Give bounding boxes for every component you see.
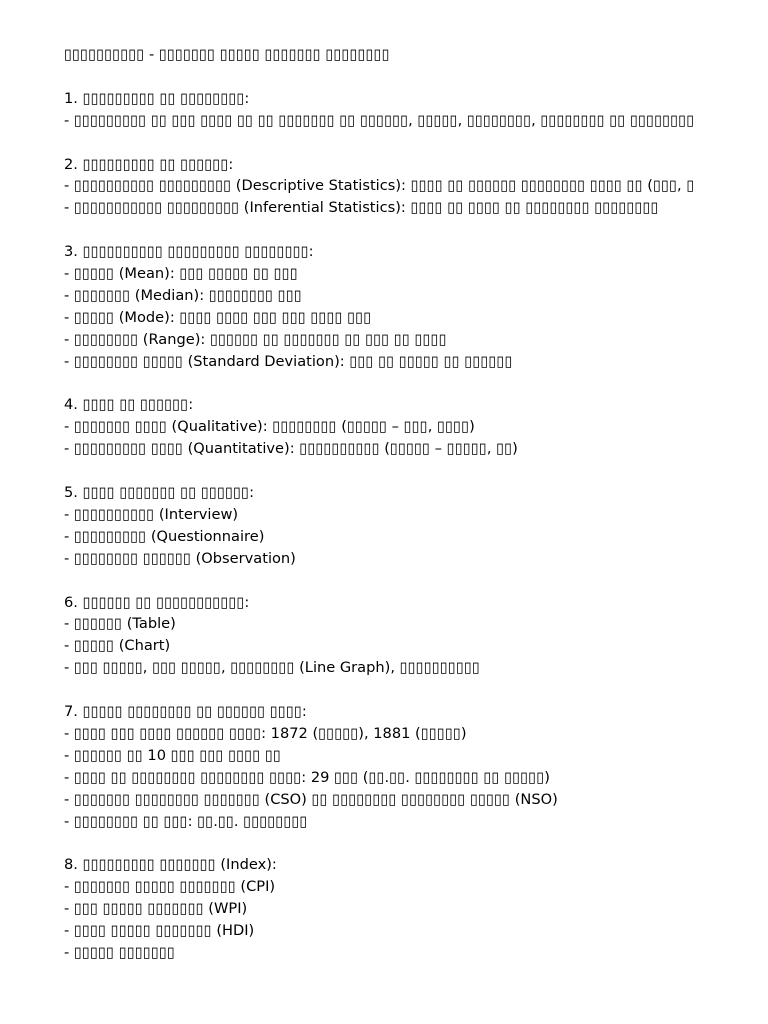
list-item: - ▯▯▯ ▯▯▯▯▯ ▯▯▯▯▯▯▯ (WPI) [64,900,248,918]
list-item: - ▯▯▯▯▯▯▯▯▯▯ ▯▯▯▯▯▯▯▯▯ (Descriptive Statistics): ▯▯▯▯ ▯▯ ▯▯▯▯▯▯ ▯▯▯▯▯▯▯▯ ▯▯▯▯ ▯▯ (▯▯▯, ▯ [64,177,695,195]
list-item: - ▯▯▯▯▯▯ ▯▯ 10 ▯▯▯ ▯▯▯ ▯▯▯▯ ▯▯ [64,746,281,764]
list-item: - ▯▯▯▯▯▯▯▯▯ (Questionnaire) [64,527,265,545]
list-item: - ▯▯▯▯ ▯▯ ▯▯▯▯▯▯▯▯ ▯▯▯▯▯▯▯▯ ▯▯▯▯: 29 ▯▯▯ (▯▯.▯▯. ▯▯▯▯▯▯▯▯ ▯▯ ▯▯▯▯▯) [64,768,550,786]
section-list [64,504,768,570]
section-3 [64,241,768,372]
list-item: - ▯▯▯▯▯▯▯▯▯ ▯▯ ▯▯▯ ▯▯▯▯ ▯▯ ▯▯ ▯▯▯▯▯▯▯ ▯▯ ▯▯▯▯▯▯, ▯▯▯▯▯, ▯▯▯▯▯▯▯▯, ▯▯▯▯▯▯▯▯ ▯▯ ▯▯▯▯▯▯▯▯ [64,111,695,129]
section-list [64,613,768,679]
document-body [64,44,768,986]
section-heading: 7. ▯▯▯▯▯ ▯▯▯▯▯▯▯▯ ▯▯ ▯▯▯▯▯▯ ▯▯▯▯: [64,703,307,721]
list-item: - ▯▯▯▯ ▯▯▯▯▯ ▯▯▯▯▯▯▯ (HDI) [64,922,255,940]
list-item: - ▯▯▯▯▯▯▯▯▯▯ (Interview) [64,505,239,523]
section-2 [64,154,768,220]
section-list [64,723,768,833]
list-item: - ▯▯▯▯▯▯ (Table) [64,615,176,633]
list-item: - ▯▯▯ ▯▯▯▯▯, ▯▯▯ ▯▯▯▯▯, ▯▯▯▯▯▯▯▯ (Line Graph), ▯▯▯▯▯▯▯▯▯▯ [64,659,480,677]
list-item: - ▯▯▯▯▯ (Mode): ▯▯▯▯ ▯▯▯▯ ▯▯▯ ▯▯▯ ▯▯▯▯ ▯▯▯ [64,308,372,326]
section-6 [64,592,768,680]
section-list [64,175,768,219]
section-1 [64,88,768,132]
list-item: - ▯▯▯▯▯▯▯▯▯▯▯ ▯▯▯▯▯▯▯▯▯ (Inferential Statistics): ▯▯▯▯ ▯▯ ▯▯▯▯ ▯▯ ▯▯▯▯▯▯▯▯ ▯▯▯▯▯▯▯▯ [64,199,659,217]
section-heading: 5. ▯▯▯▯ ▯▯▯▯▯▯▯ ▯▯ ▯▯▯▯▯▯: [64,484,254,502]
list-item: - ▯▯▯▯▯▯▯ (Median): ▯▯▯▯▯▯▯▯ ▯▯▯ [64,286,302,304]
section-heading: 8. ▯▯▯▯▯▯▯▯▯ ▯▯▯▯▯▯▯ (Index): [64,856,277,874]
section-heading: 4. ▯▯▯▯ ▯▯ ▯▯▯▯▯▯: [64,396,194,414]
list-item: - ▯▯▯▯ ▯▯▯ ▯▯▯▯ ▯▯▯▯▯▯ ▯▯▯▯: 1872 (▯▯▯▯▯), 1881 (▯▯▯▯▯) [64,724,467,742]
section-heading: 3. ▯▯▯▯▯▯▯▯▯▯ ▯▯▯▯▯▯▯▯▯ ▯▯▯▯▯▯▯▯: [64,243,314,261]
list-item: - ▯▯▯▯▯ (Chart) [64,637,171,655]
section-4 [64,394,768,460]
list-item: - ▯▯▯▯▯▯▯▯ ▯▯▯▯▯ (Standard Deviation): ▯▯▯ ▯▯ ▯▯▯▯▯ ▯▯ ▯▯▯▯▯▯ [64,352,513,370]
list-item: - ▯▯▯▯▯▯▯ ▯▯▯▯▯▯▯▯ ▯▯▯▯▯▯▯ (CSO) ▯▯ ▯▯▯▯▯▯▯▯ ▯▯▯▯▯▯▯▯ ▯▯▯▯▯ (NSO) [64,790,558,808]
list-item: - ▯▯▯▯▯ (Mean): ▯▯▯ ▯▯▯▯▯ ▯▯ ▯▯▯ [64,265,298,283]
section-5 [64,482,768,570]
document-title: ▯▯▯▯▯▯▯▯▯▯ - ▯▯▯▯▯▯▯ ▯▯▯▯▯ ▯▯▯▯▯▯▯ ▯▯▯▯▯▯▯▯ [64,46,390,63]
section-heading: 1. ▯▯▯▯▯▯▯▯▯ ▯▯ ▯▯▯▯▯▯▯▯: [64,89,250,107]
list-item: - ▯▯▯▯▯▯▯ ▯▯▯▯▯ ▯▯▯▯▯▯▯ (CPI) [64,878,276,896]
list-item: - ▯▯▯▯▯▯▯▯ ▯▯ ▯▯▯: ▯▯.▯▯. ▯▯▯▯▯▯▯▯ [64,812,308,830]
section-7 [64,701,768,832]
section-list [64,416,768,460]
list-item: - ▯▯▯▯▯ ▯▯▯▯▯▯▯ [64,944,175,962]
section-list [64,110,768,132]
section-heading: 2. ▯▯▯▯▯▯▯▯▯ ▯▯ ▯▯▯▯▯▯: [64,155,234,173]
list-item: - ▯▯▯▯▯▯▯ ▯▯▯▯ (Qualitative): ▯▯▯▯▯▯▯▯ (▯▯▯▯▯ – ▯▯▯, ▯▯▯▯) [64,418,475,436]
section-list [64,263,768,373]
section-8 [64,854,768,964]
section-list [64,876,768,964]
list-item: - ▯▯▯▯▯▯▯▯ ▯▯▯▯▯▯ (Observation) [64,549,296,567]
list-item: - ▯▯▯▯▯▯▯▯▯ ▯▯▯▯ (Quantitative): ▯▯▯▯▯▯▯▯▯▯ (▯▯▯▯▯ – ▯▯▯▯▯, ▯▯) [64,440,518,458]
list-item: - ▯▯▯▯▯▯▯▯ (Range): ▯▯▯▯▯▯ ▯▯ ▯▯▯▯▯▯▯ ▯▯ ▯▯▯ ▯▯ ▯▯▯▯ [64,330,447,348]
section-heading: 6. ▯▯▯▯▯▯ ▯▯ ▯▯▯▯▯▯▯▯▯▯▯: [64,593,250,611]
